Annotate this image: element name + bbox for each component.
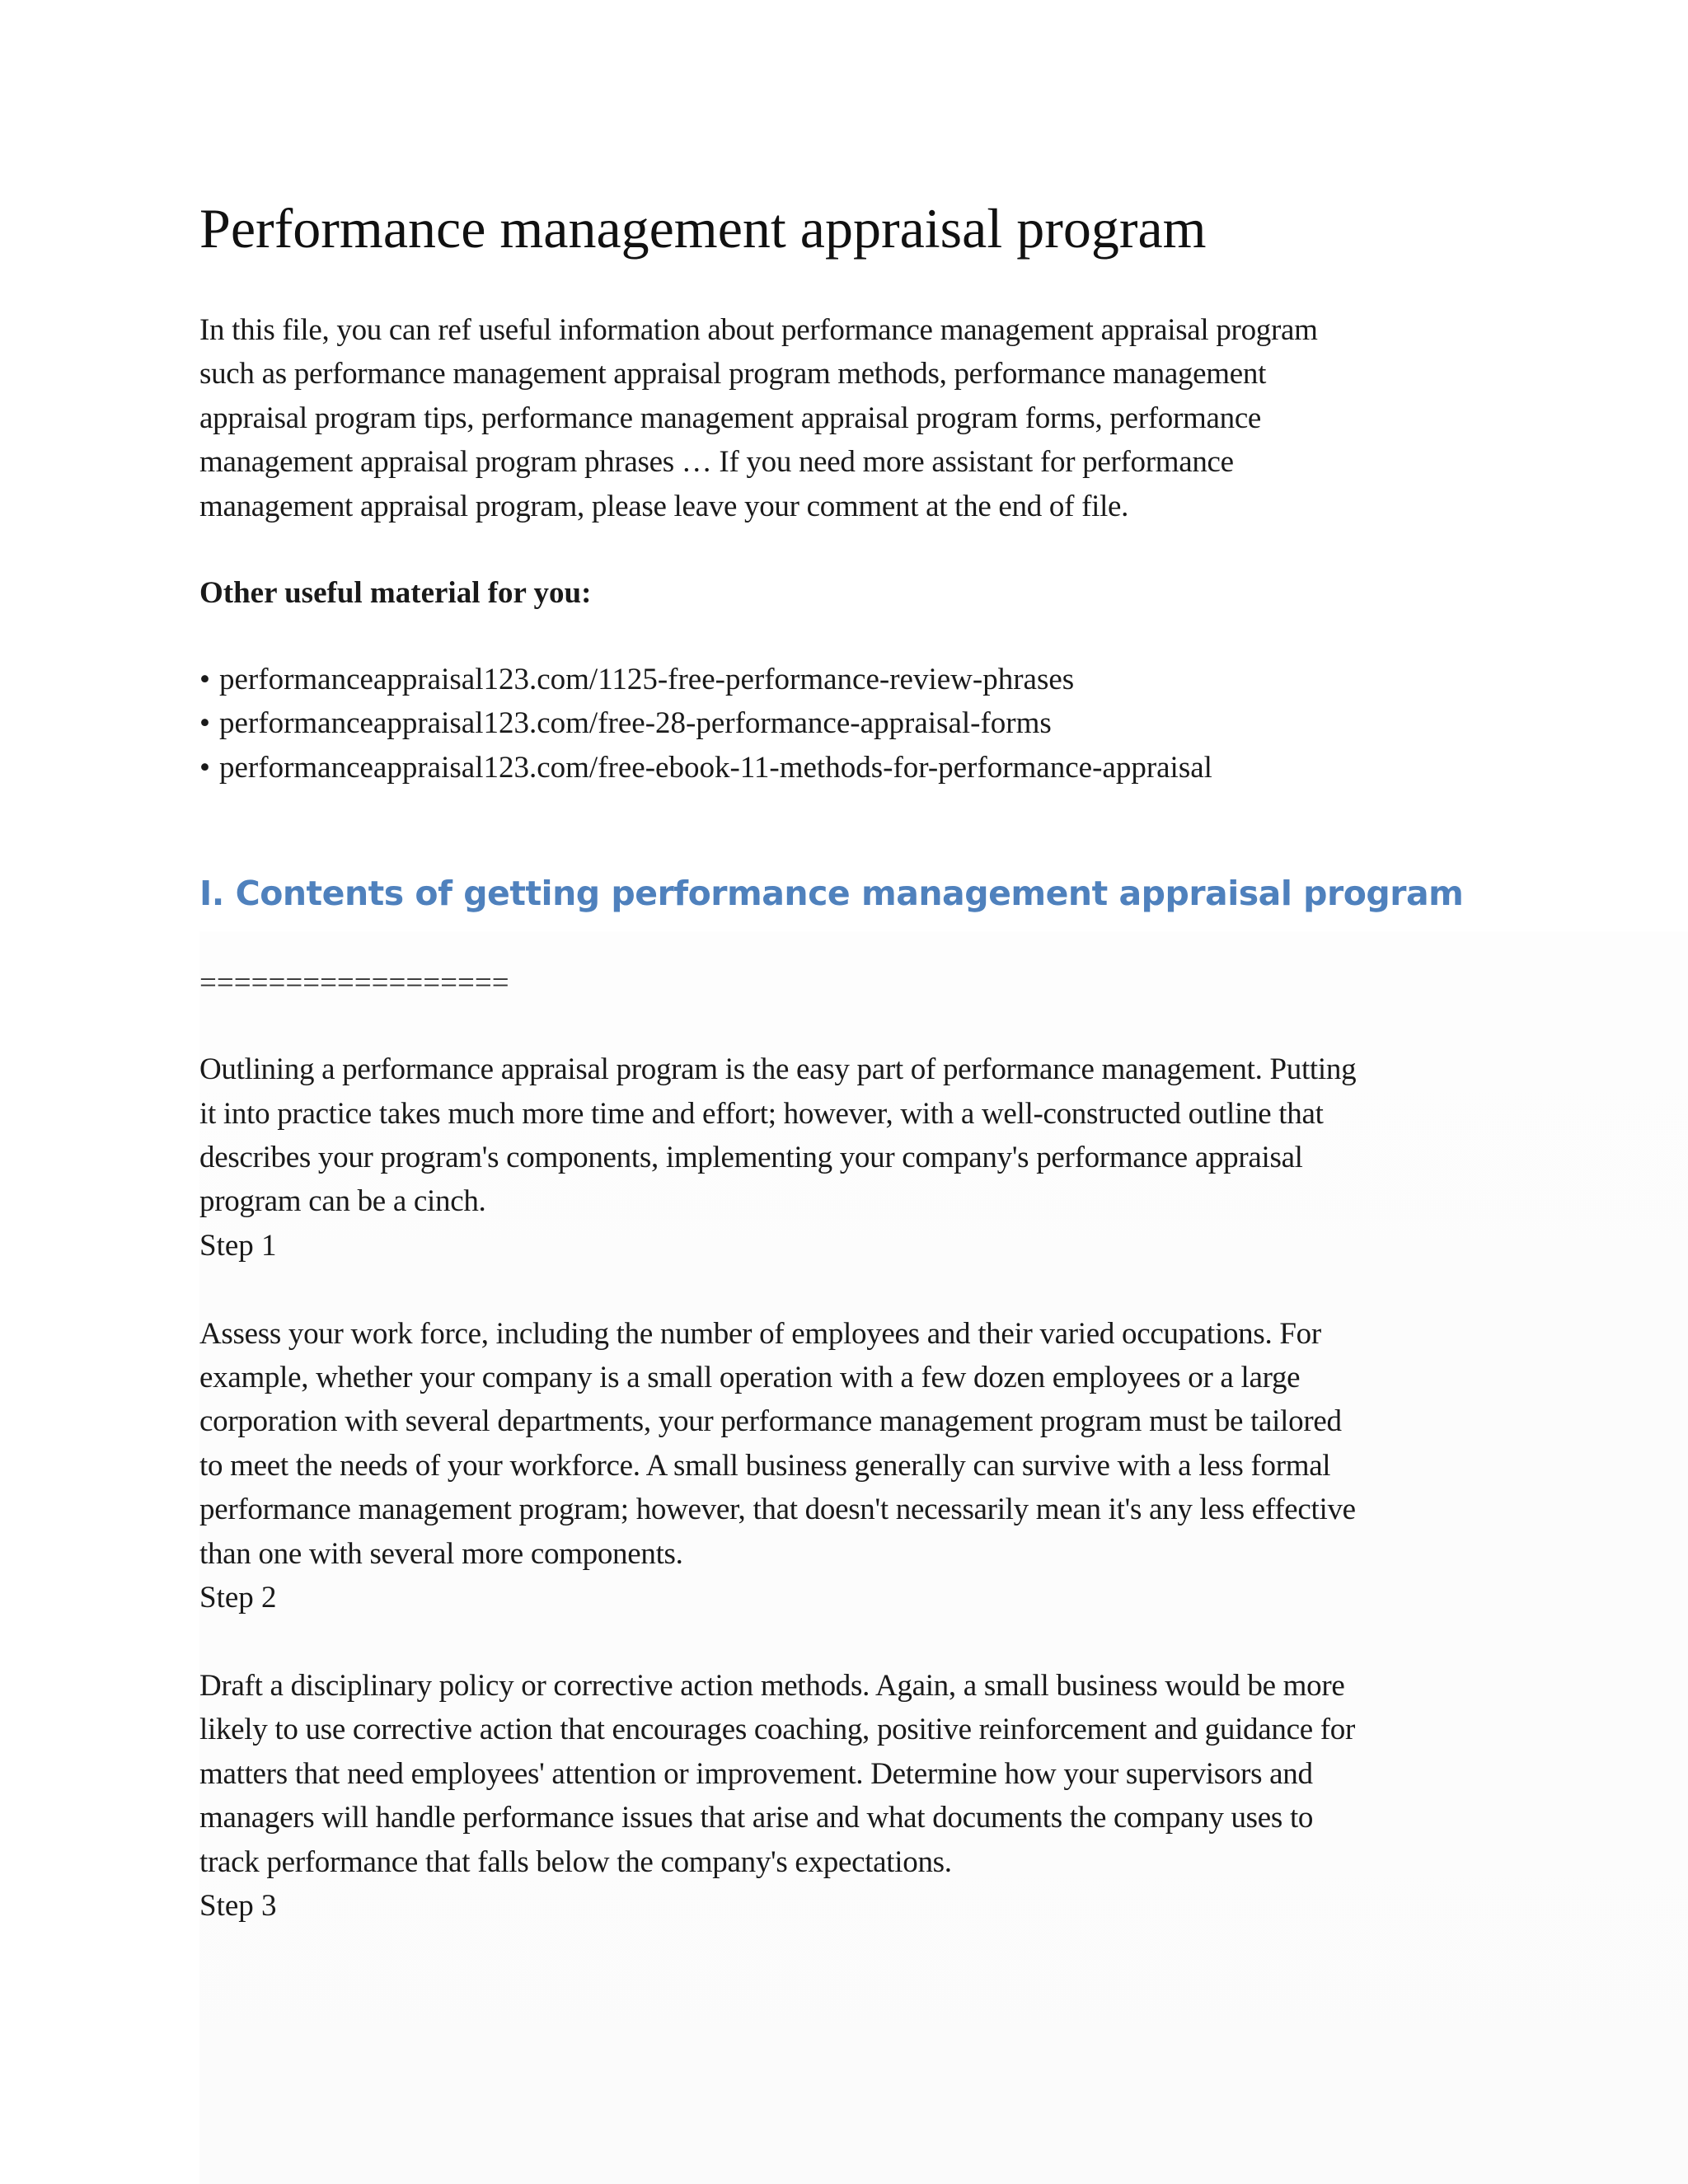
spacer — [199, 1268, 1485, 1311]
step-label: Step 1 — [199, 1228, 277, 1263]
paragraph-line: program can be a cinch. — [199, 1184, 486, 1219]
bullet-icon: • — [199, 706, 210, 741]
document-title: Performance management appraisal program — [199, 197, 1207, 260]
paragraph-line: matters that need employees' attention or improvement. Determine how your supervisors and — [199, 1756, 1313, 1791]
intro-line: management appraisal program phrases … If you need more assistant for performance — [199, 445, 1234, 480]
paragraph-line: performance management program; however, that doesn't necessarily mean it's any less effective — [199, 1493, 1356, 1527]
divider-line: ================== — [199, 966, 509, 1001]
material-link[interactable]: performanceappraisal123.com/1125-free-performance-review-phrases — [219, 663, 1075, 697]
paragraph-line: likely to use corrective action that encourages coaching, positive reinforcement and guidance for — [199, 1713, 1356, 1747]
paragraph-line: than one with several more components. — [199, 1536, 683, 1571]
material-link[interactable]: performanceappraisal123.com/free-ebook-11-methods-for-performance-appraisal — [219, 750, 1212, 785]
step-label: Step 2 — [199, 1581, 277, 1615]
spacer — [199, 1620, 1485, 1664]
paragraph-1 — [199, 1047, 1485, 1224]
material-link-item[interactable] — [199, 746, 1485, 790]
material-link-list — [199, 658, 1485, 790]
material-link-item[interactable] — [199, 658, 1485, 701]
material-link[interactable]: performanceappraisal123.com/free-28-performance-appraisal-forms — [219, 706, 1052, 741]
spacer — [199, 528, 1485, 571]
paragraph-2 — [199, 1312, 1485, 1576]
other-material-heading: Other useful material for you: — [199, 576, 592, 611]
document-content — [199, 194, 1485, 1928]
bullet-icon: • — [199, 750, 210, 785]
paragraph-3 — [199, 1664, 1485, 1884]
bullet-icon: • — [199, 663, 210, 697]
intro-line: In this file, you can ref useful information about performance management appraisal program — [199, 313, 1318, 347]
intro-line: such as performance management appraisal program methods, performance management — [199, 357, 1267, 391]
paragraph-line: managers will handle performance issues that arise and what documents the company uses to — [199, 1801, 1314, 1835]
paragraph-line: Draft a disciplinary policy or corrective action methods. Again, a small business would be more — [199, 1668, 1345, 1703]
paragraph-line: describes your program's components, implementing your company's performance appraisal — [199, 1141, 1303, 1175]
intro-paragraph — [199, 308, 1485, 528]
section-heading: I. Contents of getting performance management appraisal program — [199, 874, 1464, 914]
paragraph-line: corporation with several departments, your performance management program must be tailored — [199, 1404, 1342, 1439]
intro-line: appraisal program tips, performance management appraisal program forms, performance — [199, 401, 1262, 435]
intro-line: management appraisal program, please leave your comment at the end of file. — [199, 489, 1129, 523]
paragraph-line: example, whether your company is a small operation with a few dozen employees or a large — [199, 1361, 1301, 1395]
paragraph-line: track performance that falls below the company's expectations. — [199, 1844, 952, 1879]
paragraph-line: to meet the needs of your workforce. A small business generally can survive with a less formal — [199, 1448, 1331, 1483]
step-label: Step 3 — [199, 1888, 277, 1923]
paragraph-line: Outlining a performance appraisal program is the easy part of performance management. Putting — [199, 1052, 1357, 1087]
material-link-item[interactable] — [199, 701, 1485, 745]
paragraph-line: Assess your work force, including the number of employees and their varied occupations. For — [199, 1316, 1321, 1351]
paragraph-line: it into practice takes much more time and effort; however, with a well-constructed outline that — [199, 1096, 1324, 1131]
